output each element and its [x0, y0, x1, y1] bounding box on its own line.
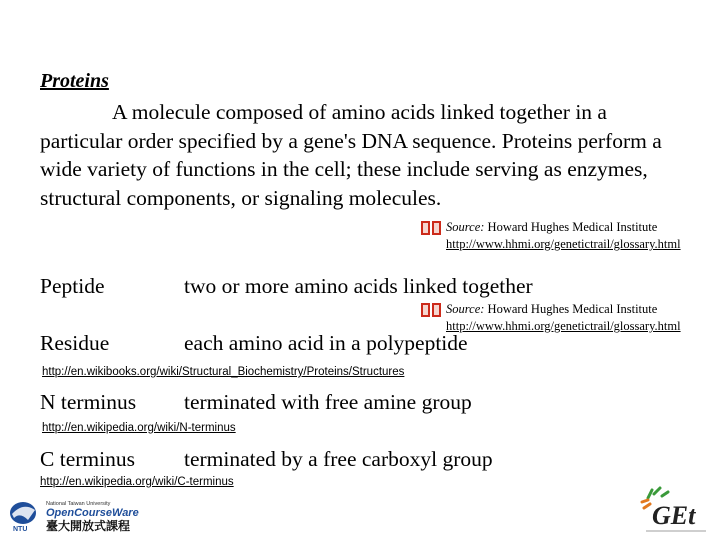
ocw-chinese-title: 臺大開放式課程 — [46, 519, 131, 533]
link-structures-text[interactable]: http://en.wikibooks.org/wiki/Structural_Biochemistry/Proteins/Structures — [42, 366, 405, 378]
slide-title: Proteins — [40, 70, 109, 92]
get-logo-text: GEt — [652, 501, 696, 530]
term-n-terminus: N terminus — [40, 390, 137, 414]
source-label: Source: — [446, 302, 485, 316]
term-residue: Residue — [40, 331, 110, 355]
ocw-title: OpenCourseWare — [46, 507, 139, 519]
link-c-terminus-text[interactable]: http://en.wikipedia.org/wiki/C-terminus — [40, 476, 234, 488]
definition-n-terminus: terminated with free amine group — [184, 390, 472, 414]
source-link[interactable]: http://www.hhmi.org/genetictrail/glossary.html — [446, 319, 681, 333]
source-citation-2 — [446, 301, 681, 335]
link-c-terminus[interactable] — [40, 476, 234, 488]
definition-c-terminus: terminated by a free carboxyl group — [184, 447, 493, 471]
book-icon — [420, 220, 442, 236]
ocw-university-name: National Taiwan University — [46, 501, 111, 507]
source-name: Howard Hughes Medical Institute — [487, 302, 658, 316]
ntu-ocw-logo — [8, 498, 168, 534]
link-structures[interactable] — [42, 366, 404, 378]
source-label: Source: — [446, 220, 485, 234]
source-link[interactable]: http://www.hhmi.org/genetictrail/glossary.html — [446, 237, 681, 251]
term-c-terminus: C terminus — [40, 447, 135, 471]
ntu-abbr: NTU — [13, 526, 28, 533]
source-citation-1 — [446, 219, 681, 253]
term-peptide: Peptide — [40, 274, 105, 298]
definition-peptide: two or more amino acids linked together — [184, 274, 533, 298]
link-n-terminus-text[interactable]: http://en.wikipedia.org/wiki/N-terminus — [42, 422, 236, 434]
ntu-emblem-icon — [10, 502, 36, 533]
link-n-terminus[interactable] — [42, 422, 236, 434]
source-name: Howard Hughes Medical Institute — [487, 220, 658, 234]
book-icon — [420, 302, 442, 318]
protein-definition: A molecule composed of amino acids linked together in a particular order specified by a gene's DNA sequence. Proteins perform a wide variety of functions in the cell; these include serving as enzymes, structural components, or signaling molecules. — [40, 100, 662, 210]
definition-residue: each amino acid in a polypeptide — [184, 331, 468, 355]
get-logo — [636, 484, 716, 538]
